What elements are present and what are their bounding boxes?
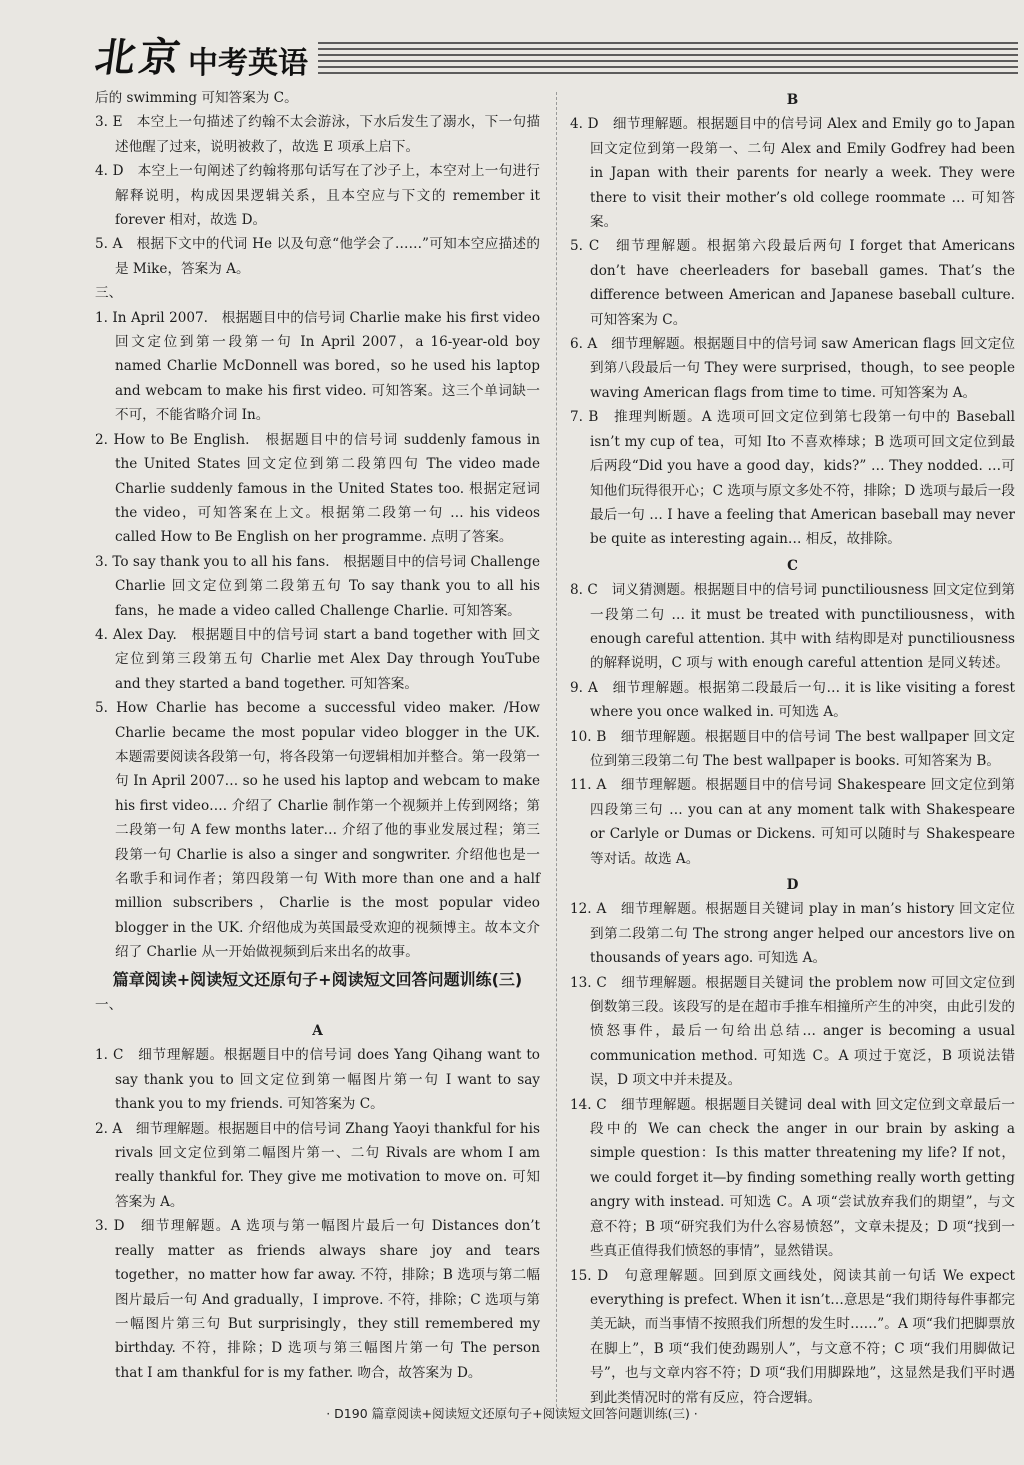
passage-label: C [787, 557, 798, 574]
answer-item: 14. C 细节理解题。根据题目关键词 deal with 回文定位到文章最后一段中的 We can check the anger in our brain by asking a simple question：Is this matter threatening my life? If not，we could forget it—by finding something really worth getting angry with instead. 可知选 C。A 项“尝试放弃我们的期望”，与文意不符；B 项“研究我们为什么容易愤怒”，文章未提及；D 项“找到一些真正值得我们愤怒的事情”，显然错误。 [570, 1096, 1015, 1260]
passage-label: B [786, 92, 799, 108]
answer-item: 6. A 细节理解题。根据题目中的信号词 saw American flags 回文定位到第八段最后一句 They were surprised，though，to see people waving American flags from time to time. 可知答案为 A。 [570, 336, 1015, 401]
answer-item: 4. D 细节理解题。根据题目中的信号词 Alex and Emily go to Japan 回文定位到第一段第一、二句 Alex and Emily Godfrey had been in Japan with their parents for nearly a week. They were there to visit their mother’s old college roommate … 可知答案。 [570, 116, 1015, 231]
passage-label: D [786, 877, 799, 893]
answer-item: 7. B 推理判断题。A 选项可回文定位到第七段第一句中的 Baseball isn’t my cup of tea，可知 Ito 不喜欢棒球；B 选项可回文定位到最后两段“Did you have a good day，kids?” … They nodded. …可知他们玩得很开心；C 选项与原文多处不符，排除；D 选项与最后一段最后一句 … I have a feeling that American baseball may never be quite as interesting again… 相反，故排除。 [570, 409, 1015, 548]
column-divider [556, 92, 557, 1412]
answer-item: 5. C 细节理解题。根据第六段最后两句 I forget that Americans don’t have cheerleaders for baseball games. That’s the difference between American and Japanese baseball culture. 可知答案为 C。 [570, 238, 1015, 328]
answer-item: 4. Alex Day. 根据题目中的信号词 start a band together with 回文定位到第三段第五句 Charlie met Alex Day through YouTube and they started a band together. 可知答案。 [95, 626, 540, 692]
answer-item: 5. A 根据下文中的代词 He 以及句意“他学会了……”可知本空应描述的是 Mike，答案为 A。 [95, 236, 540, 277]
answer-item: 9. A 细节理解题。根据第二段最后一句… it is like visiting a forest where you once walked in. 可知选 A。 [570, 679, 1015, 721]
page-header [78, 22, 1018, 82]
answer-item: 2. A 细节理解题。根据题目中的信号词 Zhang Yaoyi thankful for his rivals 回文定位到第二幅图片第一、二句 Rivals are whom I am really thankful for. They give me motivation to move on. 可知答案为 A。 [95, 1120, 540, 1210]
answer-item: 4. D 本空上一句阐述了约翰将那句话写在了沙子上，本空对上一句进行解释说明，构成因果逻辑关系，且本空应与下文的 remember it forever 相对，故选 D。 [95, 163, 540, 229]
answer-item: 3. E 本空上一句描述了约翰不太会游泳，下水后发生了溺水，下一句描述他醒了过来，说明被救了，故选 E 项承上启下。 [95, 114, 540, 155]
header-logo: 北京 [92, 34, 187, 81]
answer-item: 2. How to Be English. 根据题目中的信号词 suddenly famous in the United States 回文定位到第二段第四句 The video made Charlie suddenly famous in the United States too. 根据定冠词 the video，可知答案在上文。根据第二段第一句 … his videos called How to Be English on her programme. 点明了答案。 [95, 431, 540, 546]
section-title: 篇章阅读+阅读短文还原句子+阅读短文回答问题训练(三) [112, 969, 523, 989]
section-number: 一、 [95, 996, 123, 1013]
answer-item: 1. In April 2007. 根据题目中的信号词 Charlie make his first video 回文定位到第一段第一句 In April 2007，a 16-year-old boy named Charlie McDonnell was bored，so he used his laptop and webcam to make his first video. 可知答案。这三个单词缺一不可，不能省略介词 In。 [95, 309, 540, 424]
right-column [570, 86, 1015, 1410]
section-number: 三、 [95, 285, 123, 302]
answer-item: 3. D 细节理解题。A 选项与第一幅图片最后一句 Distances don’t really matter as friends always share joy and tears together，no matter how far away. 不符，排除；B 选项与第二幅图片最后一句 And gradually，I improve. 不符，排除；C 选项与第一幅图片第三句 But surprisingly，they still remembered my birthday. 不符，排除；D 选项与第三幅图片第一句 The person that I am thankful for is my father. 吻合，故答案为 D。 [95, 1218, 540, 1381]
passage-label: A [312, 1023, 323, 1040]
answer-item: 12. A 细节理解题。根据题目关键词 play in man’s history 回文定位到第二段第二句 The strong anger helped our ancestors live on thousands of years ago. 可知选 A。 [570, 901, 1015, 967]
answer-item: 5. How Charlie has become a successful video maker. /How Charlie became the most popular video blogger in the UK. 本题需要阅读各段第一句，将各段第一句逻辑相加并整合。第一段第一句 In April 2007… so he used his laptop and webcam to make his first video…. 介绍了 Charlie 制作第一个视频并上传到网络；第二段第一句 A few months later… 介绍了他的事业发展过程；第三段第一句 Charlie is also a singer and songwriter. 介绍他也是一名歌手和词作者；第四段第一句 With more than one and a half million subscribers，Charlie is the most popular video blogger in the UK. 介绍他成为英国最受欢迎的视频博主。故本文介绍了 Charlie 从一开始做视频到后来出名的故事。 [95, 700, 554, 961]
header-rule-lines [318, 42, 1018, 76]
answer-item: 13. C 细节理解题。根据题目关键词 the problem now 可回文定位到倒数第三段。该段写的是在超市手推车相撞所产生的冲突，由此引发的愤怒事件，最后一句给出总结… anger is becoming a usual communication method. 可知选 C。A 项过于宽泛，B 项说法错误，D 项文中并未提及。 [570, 974, 1015, 1089]
answer-item: 10. B 细节理解题。根据题目中的信号词 The best wallpaper 回文定位到第三段第二句 The best wallpaper is books. 可知答案为 B。 [570, 728, 1015, 769]
continued-text: 后的 swimming 可知答案为 C。 [95, 90, 298, 106]
header-title: 中考英语 [188, 46, 308, 81]
answer-item: 1. C 细节理解题。根据题目中的信号词 does Yang Qihang want to say thank you to 回文定位到第一幅图片第一句 I want to say thank you to my friends. 可知答案为 C。 [95, 1047, 540, 1113]
answer-item: 11. A 细节理解题。根据题目中的信号词 Shakespeare 回文定位到第四段第三句 … you can at any moment talk with Shakespeare or Carlyle or Dumas or Dickens. 可知可以随时与 Shakespeare 等对话。故选 A。 [570, 777, 1015, 867]
answer-item: 15. D 句意理解题。回到原文画线处，阅读其前一句话 We expect everything is prefect. When it isn’t…意思是“我们期待每件事都完美无缺，而当事情不按照我们所想的发生时……”。A 项“我们把脚票放在脚上”，B 项“我们使劲踢别人”，与文意不符；C 项“我们用脚做记号”，也与文章内容不符；D 项“我们用脚跺地”，这显然是我们平时遇到此类情况时的常有反应，符合逻辑。 [570, 1267, 1015, 1406]
answer-item: 8. C 词义猜测题。根据题目中的信号词 punctiliousness 回文定位到第一段第二句 … it must be treated with punctiliousness，with enough careful attention. 其中 with 结构即是对 punctiliousness 的解释说明，C 项与 with enough careful attention 是同义转述。 [570, 582, 1015, 672]
page-footer: · D190 篇章阅读+阅读短文还原句子+阅读短文回答问题训练(三) · [326, 1406, 698, 1421]
answer-item: 3. To say thank you to all his fans. 根据题目中的信号词 Challenge Charlie 回文定位到第二段第五句 To say thank you to all his fans，he made a video called Challenge Charlie. 可知答案。 [95, 553, 540, 619]
left-column [95, 86, 554, 1385]
